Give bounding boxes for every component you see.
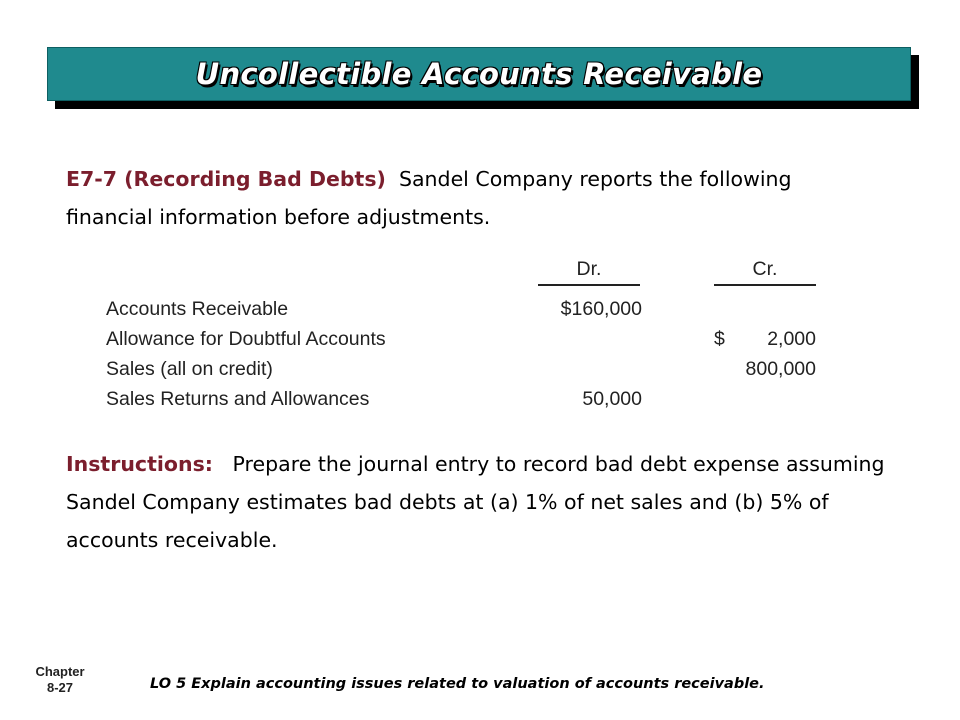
credit-header-label: Cr. (752, 258, 778, 280)
debit-header-rule (538, 284, 640, 286)
table-row (106, 358, 826, 388)
row-credit-currency: $ (714, 328, 725, 350)
debit-header (538, 258, 640, 286)
row-label: Sales Returns and Allowances (106, 388, 370, 410)
chapter-label: Chapter (35, 664, 85, 679)
exercise-paragraph (66, 160, 866, 236)
instructions-text: Prepare the journal entry to record bad debt expense assuming Sandel Company estimates bad debts at (a) 1% of net sales and (b) 5% of accounts receivable. (66, 452, 885, 552)
row-label: Accounts Receivable (106, 298, 289, 320)
row-label: Allowance for Doubtful Accounts (106, 328, 386, 350)
credit-header-rule (714, 284, 816, 286)
debit-header-label: Dr. (576, 258, 602, 280)
chapter-marker (22, 664, 98, 696)
row-debit: 50,000 (582, 388, 642, 410)
row-credit-value: 2,000 (767, 328, 816, 350)
exercise-label: E7-7 (Recording Bad Debts) (66, 167, 386, 191)
table-row (106, 328, 826, 358)
table-row (106, 298, 826, 328)
row-credit (696, 358, 816, 381)
row-debit: $160,000 (560, 298, 642, 320)
exercise-text: Sandel Company reports the following financial information before adjustments. (66, 167, 792, 229)
instructions-paragraph (66, 445, 906, 559)
chapter-page-number: 8-27 (46, 680, 74, 695)
row-label: Sales (all on credit) (106, 358, 273, 380)
instructions-label: Instructions: (66, 452, 213, 476)
row-credit (696, 328, 816, 351)
table-row (106, 388, 826, 418)
slide-title: Uncollectible Accounts Receivable (195, 57, 763, 91)
learning-objective: LO 5 Explain accounting issues related to valuation of accounts receivable. (150, 676, 765, 692)
title-bar (47, 47, 911, 101)
row-credit-value: 800,000 (745, 358, 816, 380)
credit-header (714, 258, 816, 286)
